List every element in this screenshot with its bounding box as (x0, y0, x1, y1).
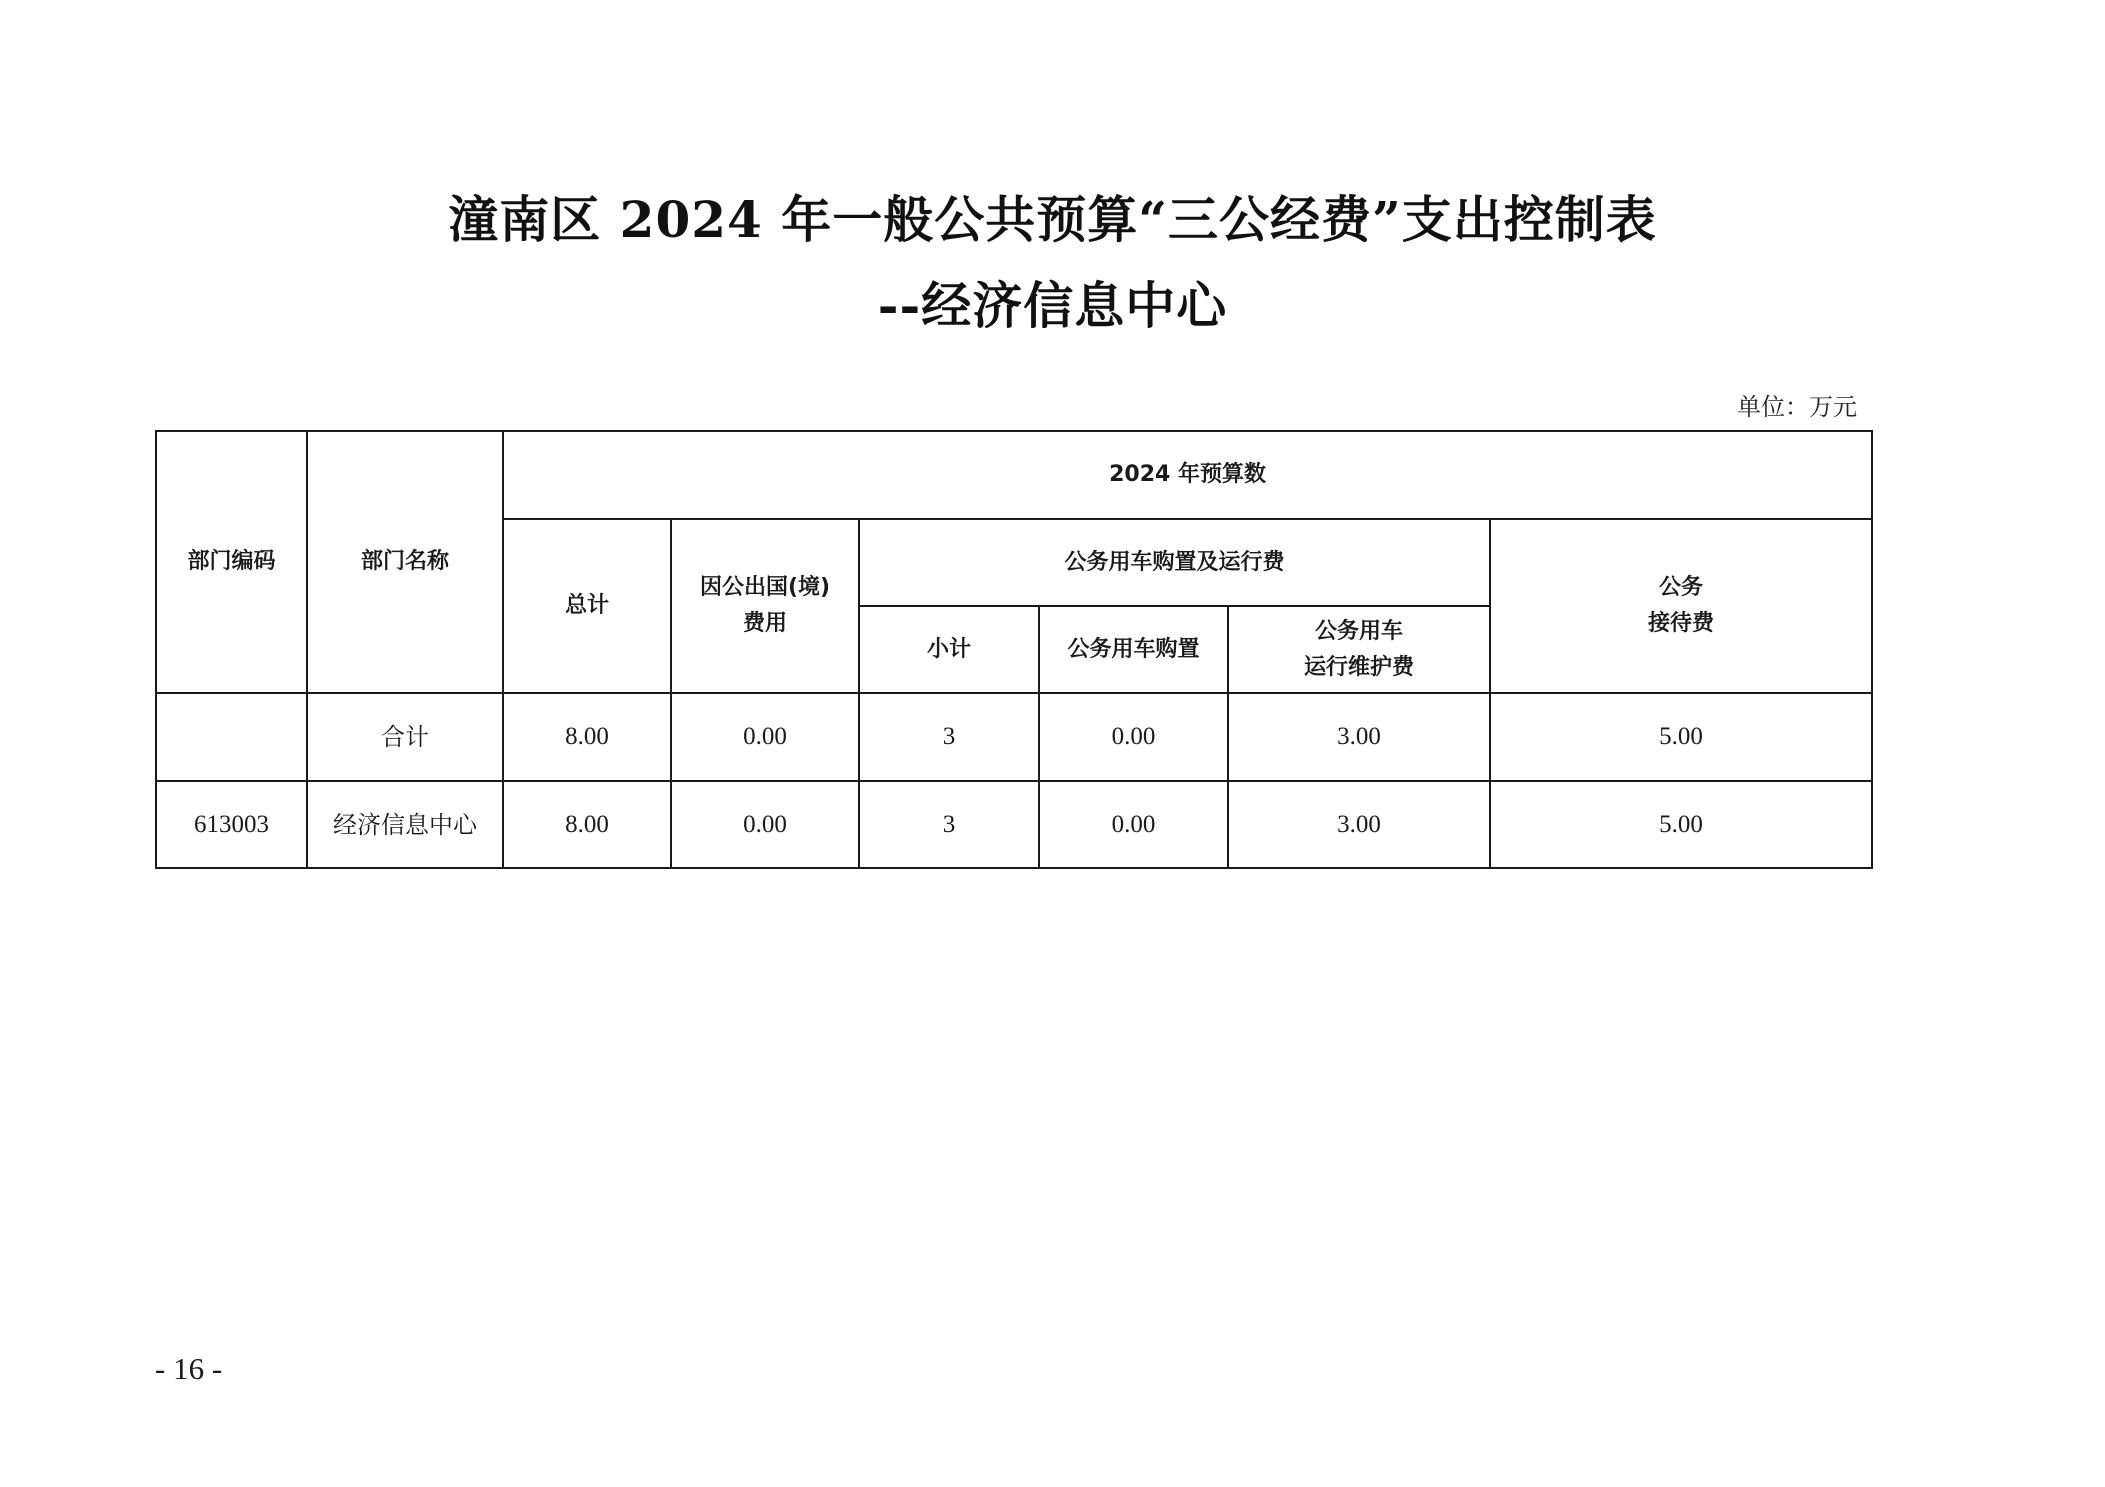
cell-reception: 5.00 (1490, 781, 1872, 868)
header-subtotal: 小计 (859, 606, 1039, 693)
header-budget-group: 2024 年预算数 (503, 431, 1872, 519)
header-reception-line1: 公务 (1659, 575, 1704, 600)
cell-dept-name: 合计 (307, 693, 503, 781)
header-vehicle-group: 公务用车购置及运行费 (859, 519, 1490, 606)
header-reception-line2: 接待费 (1648, 611, 1715, 636)
header-reception-fee (1490, 519, 1872, 693)
cell-vehicle-purchase: 0.00 (1039, 781, 1228, 868)
table-row (156, 693, 1872, 781)
cell-dept-code (156, 693, 307, 781)
cell-subtotal: 3 (859, 781, 1039, 868)
cell-dept-name: 经济信息中心 (307, 781, 503, 868)
header-abroad-line1: 因公出国(境) (699, 575, 831, 600)
header-dept-name: 部门名称 (307, 431, 503, 693)
budget-table (155, 430, 1873, 869)
header-abroad-line2: 费用 (742, 611, 787, 636)
header-vehicle-purchase: 公务用车购置 (1039, 606, 1228, 693)
cell-total: 8.00 (503, 693, 671, 781)
cell-abroad: 0.00 (671, 781, 859, 868)
cell-total: 8.00 (503, 781, 671, 868)
table-row (156, 781, 1872, 868)
cell-abroad: 0.00 (671, 693, 859, 781)
header-total: 总计 (503, 519, 671, 693)
unit-label: 单位：万元 (1737, 393, 1857, 421)
header-row-1 (156, 431, 1872, 519)
cell-subtotal: 3 (859, 693, 1039, 781)
document-subtitle: --经济信息中心 (877, 276, 1228, 335)
cell-vehicle-purchase: 0.00 (1039, 693, 1228, 781)
cell-vehicle-maintenance: 3.00 (1228, 781, 1490, 868)
cell-dept-code: 613003 (156, 781, 307, 868)
page-number: - 16 - (155, 1351, 223, 1386)
header-vehicle-maintenance-line2: 运行维护费 (1303, 654, 1414, 680)
header-dept-code: 部门编码 (156, 431, 307, 693)
cell-reception: 5.00 (1490, 693, 1872, 781)
cell-vehicle-maintenance: 3.00 (1228, 693, 1490, 781)
header-vehicle-maintenance-line1: 公务用车 (1314, 618, 1403, 644)
header-vehicle-maintenance (1228, 606, 1490, 693)
document-title: 潼南区 2024 年一般公共预算“三公经费”支出控制表 (448, 190, 1657, 249)
header-abroad-fee (671, 519, 859, 693)
